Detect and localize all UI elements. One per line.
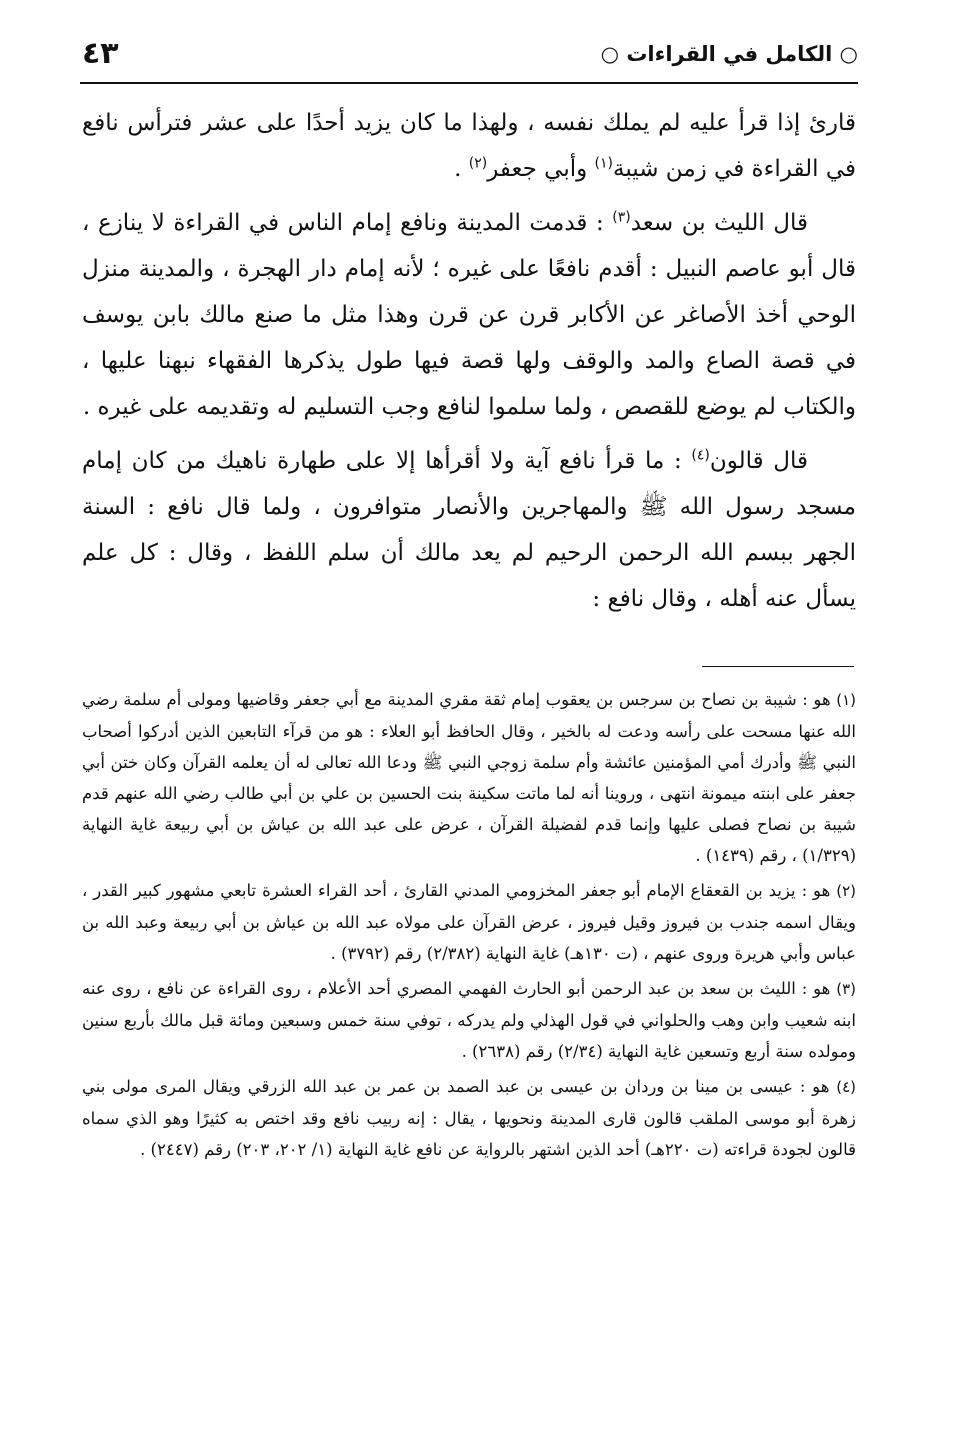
text-run: وأبي جعفر: [487, 156, 595, 182]
footnote-item: [82, 684, 856, 871]
footnote-separator: [702, 666, 854, 667]
page-header: [80, 30, 858, 82]
paragraph: [82, 200, 856, 430]
footnote-item: [82, 1071, 856, 1165]
footnote-text: هو : شيبة بن نصاح بن سرجس بن يعقوب إمام ثقة مقري المدينة مع أبي جعفر وقاضيها ومولى أم سلمة رضي الله عنها مسحت على رأسه ودعت له بالخير ، وقال الحافظ أبو العلاء : هو من قرآء التابعين الذين أدركوا أصحاب النبي ﷺ وأدرك أمي المؤمنين عائشة وأم سلمة زوجي النبي ﷺ ودعا الله تعالى له أن يعلمه القرآن وكان ختن أبي جعفر على ابنته ميمونة انتهى ، وروينا أنه لما ماتت سكينة بنت الحسين بن علي بن أبي طالب رضي الله عنهم قدم شيبة بن نصاح فصلى عليها وإنما قدم لفضيلة القرآن ، عرض على عبد الله بن عياش بن أبي ربيعة غاية النهاية (١/٣٢٩) ، رقم (١٤٣٩) .: [82, 690, 856, 865]
text-run: قال الليث بن سعد: [630, 210, 808, 236]
text-run: : ما قرأ نافع آية ولا أقرأها إلا على طهارة ناهيك من كان إمام مسجد رسول الله ﷺ والمهاجرين والأنصار متوافرون ، ولما قال نافع : السنة الجهر ببسم الله الرحمن الرحيم لم يعد مالك أن سلم اللفظ ، وقال : كل علم يسأل عنه أهله ، وقال نافع :: [82, 448, 856, 612]
footnote-number: (٢): [836, 882, 856, 900]
footnote-text: هو : الليث بن سعد بن عبد الرحمن أبو الحارث الفهمي المصري أحد الأعلام ، روى القراءة عن نافع ، روى عنه ابنه شعيب وابن وهب والحلواني في قول الهذلي ولم يدركه ، توفي سنة خمس وسبعين ومائة قبل مالك بأربع سنين ومولده سنة أربع وتسعين غاية النهاية (٢/٣٤) رقم (٢٦٣٨) .: [82, 979, 856, 1061]
footnotes: [82, 684, 856, 1169]
page-number: ٤٣: [82, 36, 119, 71]
running-title: ○ الكامل في القراءات ○: [600, 42, 858, 66]
footnote-item: [82, 875, 856, 969]
footnote-text: هو : عيسى بن مينا بن وردان بن عيسى بن عبد الصمد بن عمر بن عبد الله الزرقي ويقال المرى مولى بني زهرة أبو موسى الملقب قالون قارى المدينة ونحويها ، يقال : إنه ربيب نافع وقد اختص به كثيرًا وهو الذي سماه قالون لجودة قراءته (ت ٢٢٠هـ) أحد الذين اشتهر بالرواية عن نافع غاية النهاية (١/ ٢٠٢، ٢٠٣) رقم (٢٤٤٧) .: [82, 1077, 856, 1159]
text-run: قارئ إذا قرأ عليه لم يملك نفسه ، ولهذا ما كان يزيد أحدًا على عشر فترأس نافع في القراءة في زمن شيبة: [82, 110, 856, 182]
footnote-number: (١): [836, 691, 856, 709]
footnote-text: هو : يزيد بن القعقاع الإمام أبو جعفر المخزومي المدني القارئ ، أحد القراء العشرة تابعي مشهور كبير القدر ، ويقال اسمه جندب بن فيروز وقيل فيروز ، عرض القرآن على مولاه عبد الله بن عياش بن أبي ربيعة وعبد الله بن عباس وأبي هريرة وروى عنهم ، (ت ١٣٠هـ) غاية النهاية (٢/٣٨٢) رقم (٣٧٩٢) .: [82, 881, 856, 963]
main-text: [82, 100, 856, 630]
footnote-number: (٣): [836, 980, 856, 998]
header-rule: [80, 82, 858, 84]
text-run: : قدمت المدينة ونافع إمام الناس في القراءة لا ينازع ، قال أبو عاصم النبيل : أقدم نافعًا على غيره ؛ لأنه إمام دار الهجرة ، والمدينة منزل الوحي أخذ الأصاغر عن الأكابر قرن عن قرن وهذا مثل ما صنع مالك بابن يوسف في قصة الصاع والمد والوقف ولها قصة فيها طول يذكرها الفقهاء نبهنا عليها ، والكتاب لم يوضع للقصص ، ولما سلموا لنافع وجب التسليم له وتقديمه على غيره .: [82, 210, 856, 420]
footnote-ref[interactable]: (١): [594, 155, 614, 172]
footnote-ref[interactable]: (٤): [691, 447, 710, 464]
paragraph: [82, 100, 856, 192]
footnote-ref[interactable]: (٣): [612, 209, 631, 226]
footnote-number: (٤): [836, 1078, 856, 1096]
paragraph: [82, 438, 856, 622]
text-run: قال قالون: [709, 448, 809, 474]
text-run: .: [454, 156, 469, 182]
footnote-ref[interactable]: (٢): [468, 155, 488, 172]
footnote-item: [82, 973, 856, 1067]
